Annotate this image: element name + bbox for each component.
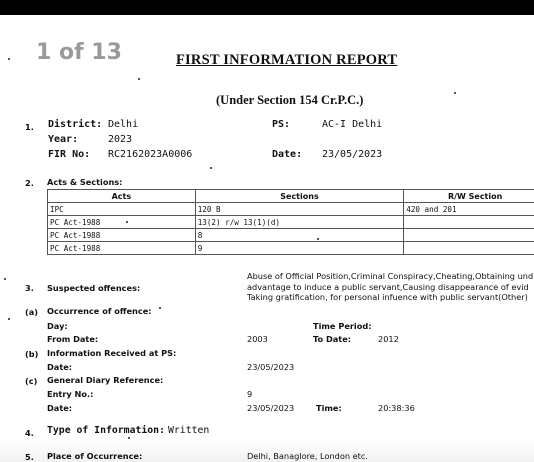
sections-header: Sections bbox=[195, 190, 404, 203]
occurrence-label: Occurrence of offence: bbox=[47, 306, 152, 316]
type-of-information-label: Type of Information: bbox=[47, 425, 165, 436]
time-value: 20:38:36 bbox=[378, 403, 415, 413]
offence-line: Taking gratification, for personal infuence with public servant(Other) bbox=[247, 292, 528, 302]
acts-table bbox=[47, 189, 534, 255]
ps-label: PS: bbox=[272, 119, 291, 130]
time-period-label: Time Period: bbox=[313, 321, 372, 331]
to-date-label: To Date: bbox=[313, 334, 352, 344]
scan-speck bbox=[8, 58, 10, 60]
offence-line: Abuse of Official Position,Criminal Conspiracy,Cheating,Obtaining und bbox=[247, 271, 534, 281]
acts-header: Acts bbox=[48, 190, 196, 203]
time-label: Time: bbox=[316, 403, 342, 413]
section-cell: 13(2) r/w 13(1)(d) bbox=[195, 216, 404, 229]
report-title: FIRST INFORMATION REPORT bbox=[176, 52, 398, 68]
place-of-occurrence-label: Place of Occurrence: bbox=[47, 451, 143, 461]
offence-line: advantage to induce a public servant,Causing disappearance of evid bbox=[247, 281, 529, 292]
section-3-number: 3. bbox=[25, 283, 34, 293]
act-cell: PC Act-1988 bbox=[48, 242, 196, 255]
page-indicator: 1 of 13 bbox=[36, 40, 122, 65]
table-row bbox=[48, 203, 534, 216]
rw-section-cell: 420 and 201 bbox=[404, 203, 534, 216]
scan-speck bbox=[8, 318, 10, 320]
table-row bbox=[48, 216, 534, 229]
place-of-occurrence-value: Delhi, Banaglore, London etc. bbox=[247, 451, 369, 461]
top-bar bbox=[0, 0, 534, 15]
gd-date-value: 23/05/2023 bbox=[247, 403, 295, 413]
info-date-value: 23/05/2023 bbox=[247, 362, 295, 372]
section-1-number: 1. bbox=[25, 122, 34, 132]
table-row bbox=[48, 242, 534, 255]
district-label: District: bbox=[48, 119, 103, 130]
fir-date-label: Date: bbox=[272, 149, 303, 160]
scan-speck bbox=[4, 278, 6, 280]
from-date-label: From Date: bbox=[47, 334, 99, 344]
section-cell: 9 bbox=[195, 242, 404, 255]
scan-speck bbox=[138, 78, 140, 80]
district-value: Delhi bbox=[108, 119, 139, 130]
subsection-a-label: (a) bbox=[25, 307, 39, 317]
rw-section-cell bbox=[404, 242, 534, 255]
rw-section-cell bbox=[404, 229, 534, 242]
type-of-information-value: Written bbox=[168, 425, 210, 436]
act-cell: PC Act-1988 bbox=[48, 216, 196, 229]
gd-date-label: Date: bbox=[47, 403, 73, 413]
gd-reference-label: General Diary Reference: bbox=[47, 375, 164, 385]
suspected-offences-text bbox=[247, 271, 534, 303]
acts-sections-label: Acts & Sections: bbox=[47, 177, 123, 187]
rw-section-cell bbox=[404, 216, 534, 229]
to-date-value: 2012 bbox=[378, 334, 399, 344]
fir-date-value: 23/05/2023 bbox=[322, 149, 383, 160]
acts-table-header bbox=[48, 190, 534, 203]
section-cell: 120 B bbox=[195, 203, 404, 216]
entry-no-value: 9 bbox=[247, 389, 253, 399]
info-received-label: Information Received at PS: bbox=[47, 348, 177, 358]
year-value: 2023 bbox=[108, 134, 133, 145]
fir-no-label: FIR No: bbox=[48, 149, 91, 160]
table-row bbox=[48, 229, 534, 242]
scan-speck bbox=[126, 221, 128, 223]
subsection-c-label: (c) bbox=[25, 376, 38, 386]
info-date-label: Date: bbox=[47, 362, 73, 372]
scan-speck bbox=[159, 307, 161, 309]
scan-speck bbox=[454, 92, 456, 94]
suspected-offences-label: Suspected offences: bbox=[47, 283, 141, 293]
scan-speck bbox=[128, 437, 130, 439]
act-cell: IPC bbox=[48, 203, 196, 216]
subsection-b-label: (b) bbox=[25, 349, 39, 359]
entry-no-label: Entry No.: bbox=[47, 389, 94, 399]
day-label: Day: bbox=[47, 321, 68, 331]
act-cell: PC Act-1988 bbox=[48, 229, 196, 242]
report-subtitle: (Under Section 154 Cr.P.C.) bbox=[216, 93, 364, 107]
from-date-value: 2003 bbox=[247, 334, 268, 344]
year-label: Year: bbox=[48, 134, 79, 145]
rw-section-header: R/W Section bbox=[404, 190, 534, 203]
fir-no-value: RC2162023A0006 bbox=[108, 149, 193, 160]
section-cell: 8 bbox=[195, 229, 404, 242]
scan-speck bbox=[317, 238, 319, 240]
section-4-number: 4. bbox=[25, 428, 34, 438]
section-2-number: 2. bbox=[25, 178, 34, 188]
section-5-number: 5. bbox=[25, 452, 34, 462]
ps-value: AC-I Delhi bbox=[322, 119, 383, 130]
scan-speck bbox=[210, 167, 212, 169]
